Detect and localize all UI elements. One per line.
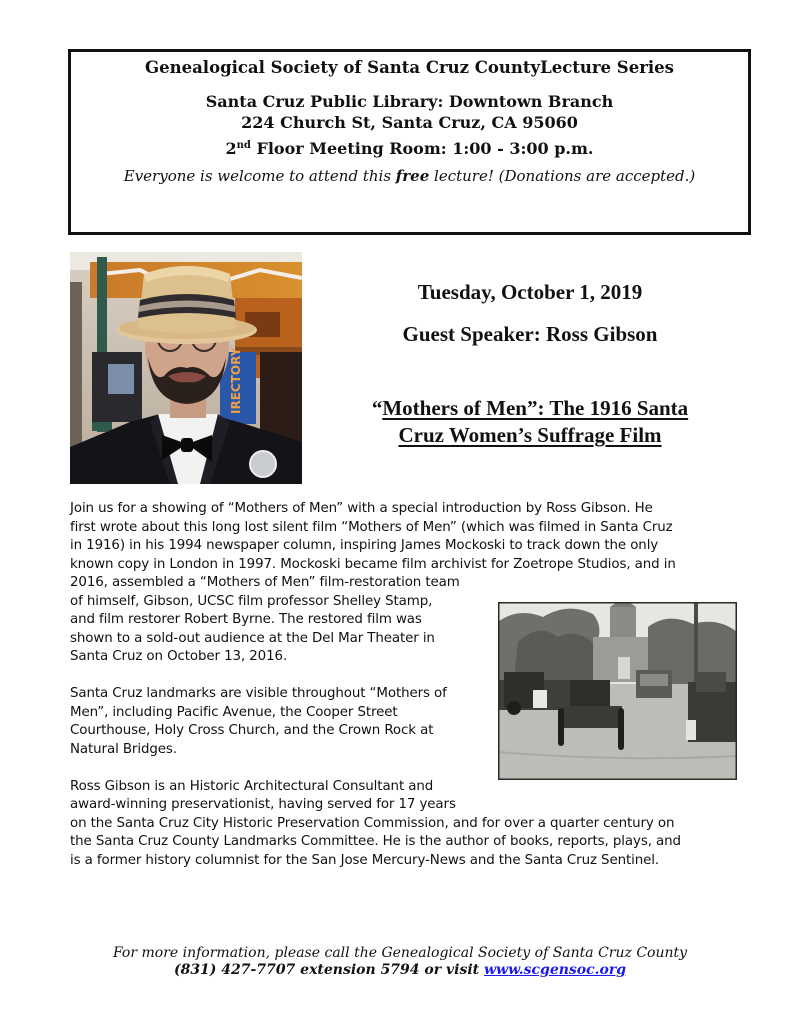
lecture-title-open-quote: “ [371, 396, 383, 420]
body-line: and film restorer Robert Byrne. The restored film was [70, 612, 422, 627]
room-time: Floor Meeting Room: 1:00 - 3:00 p.m. [250, 139, 594, 158]
portrait-illustration [70, 252, 302, 484]
welcome-text-start: Everyone is welcome to attend this [123, 167, 396, 185]
welcome-note [71, 167, 748, 185]
body-line: known copy in London in 1997. Mockoski became film archivist for Zoetrope Studios, and in [70, 556, 676, 572]
film-still-illustration [498, 602, 737, 780]
body-line: award-winning preservationist, having served for 17 years [70, 797, 456, 812]
body-line: Santa Cruz on October 13, 2016. [70, 649, 288, 664]
event-date: Tuesday, October 1, 2019 [417, 280, 643, 304]
contact-footer [60, 945, 740, 979]
footer-contact-line [60, 962, 740, 979]
lecture-title-text-1: Mothers of Men”: The 1916 Santa [382, 396, 689, 420]
lecture-title [330, 395, 730, 449]
body-line: in 1916) in his 1994 newspaper column, inspiring James Mockoski to track down the only [70, 538, 659, 553]
welcome-free: free [395, 167, 430, 185]
body-line: Men”, including Pacific Avenue, the Cooper Street [70, 704, 398, 720]
body-line: Santa Cruz landmarks are visible throughout “Mothers of [70, 686, 447, 701]
body-line: is a former history columnist for the San Jose Mercury-News and the Santa Cruz Sentinel. [70, 852, 660, 868]
body-line: the Santa Cruz County Landmarks Committee. He is the author of books, reports, plays, and [70, 834, 681, 849]
body-line: shown to a sold-out audience at the Del Mar Theater in [70, 630, 435, 646]
body-line: on the Santa Cruz City Historic Preservation Commission, and for over a quarter century on [70, 815, 675, 831]
room-floor-suffix: nd [236, 140, 251, 151]
lecture-title-text-2: Cruz Women’s Suffrage Film [398, 423, 662, 447]
library-name: Santa Cruz Public Library: Downtown Branch [205, 92, 614, 111]
guest-speaker: Guest Speaker: Ross Gibson [402, 322, 658, 346]
series-title: Genealogical Society of Santa Cruz CountyLecture Series [145, 58, 674, 77]
meeting-room [71, 139, 748, 158]
body-line: Ross Gibson is an Historic Architectural Consultant and [70, 778, 434, 794]
svg-text:IRECTORY: IRECTORY [229, 347, 243, 414]
body-line: of himself, Gibson, UCSC film professor Shelley Stamp, [70, 593, 433, 609]
body-line: 2016, assembled a “Mothers of Men” film-restoration team [70, 575, 460, 590]
speaker-portrait-photo [70, 252, 302, 484]
room-floor-number: 2 [225, 139, 237, 158]
footer-phone: (831) 427-7707 extension 5794 or visit [173, 962, 484, 978]
body-line: Natural Bridges. [70, 741, 177, 757]
footer-info-line: For more information, please call the Genealogical Society of Santa Cruz County [112, 945, 688, 961]
library-address: 224 Church St, Santa Cruz, CA 95060 [241, 113, 578, 132]
welcome-text-end: lecture! (Donations are accepted.) [429, 167, 696, 185]
paragraph-speaker-bio [70, 778, 750, 871]
film-still-photo [498, 602, 737, 780]
website-link[interactable]: www.scgensoc.org [484, 962, 627, 978]
body-line: first wrote about this long lost silent film “Mothers of Men” (which was filmed in Santa Cruz [70, 519, 673, 535]
lecture-title-line-1 [330, 395, 730, 422]
event-info-box [68, 49, 751, 235]
body-line: Join us for a showing of “Mothers of Men” with a special introduction by Ross Gibson. He [70, 501, 653, 516]
body-line: Courthouse, Holy Cross Church, and the Crown Rock at [70, 723, 434, 738]
lecture-title-line-2 [330, 422, 730, 449]
